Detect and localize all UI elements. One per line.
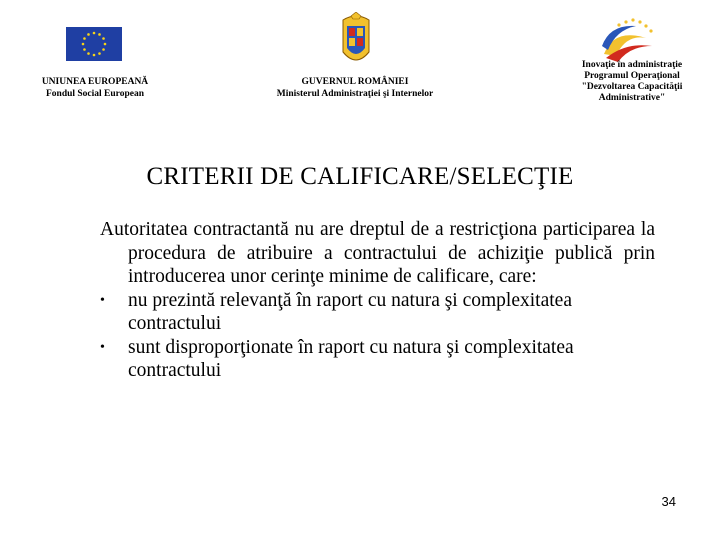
program-caption (552, 60, 712, 104)
eu-star-icon (98, 52, 101, 55)
government-caption-line1: GUVERNUL ROMÂNIEI (301, 77, 409, 87)
bullet-item (100, 289, 655, 336)
bullet-text: nu prezintă relevanţă în raport cu natura şi complexitatea contractului (128, 289, 572, 334)
eu-star-icon (82, 43, 85, 46)
bullet-marker: • (100, 292, 105, 308)
bullet-marker: • (100, 339, 105, 355)
eu-flag-logo (66, 27, 122, 61)
eu-star-icon (93, 32, 96, 35)
program-caption-line3: "Dezvoltarea Capacităţii (581, 82, 683, 92)
program-caption-line4: Administrative" (598, 93, 666, 103)
eu-caption-line2: Fondul Social European (45, 89, 145, 99)
eu-star-icon (93, 54, 96, 57)
eu-star-icon (83, 48, 86, 51)
eu-caption-line1: UNIUNEA EUROPEANĂ (41, 77, 149, 87)
eu-star-icon (87, 52, 90, 55)
eu-star-icon (83, 37, 86, 40)
page-number: 34 (661, 494, 676, 509)
slide-title (0, 160, 720, 194)
bullet-item (100, 336, 655, 383)
government-caption-line2: Ministerul Administraţiei şi Internelor (276, 89, 434, 99)
eu-star-icon (102, 48, 105, 51)
slide-body (100, 218, 655, 383)
program-caption-line1: Inovaţie în administraţie (581, 60, 683, 70)
eu-star-icon (87, 33, 90, 36)
slide-title-text: CRITERII DE CALIFICARE/SELECŢIE (146, 163, 574, 190)
intro-paragraph: Autoritatea contractantă nu are dreptul de a restricţiona participarea la procedura de atribuire a contractului de achiziţie publică prin introducerea unor cerinţe minime de calificare, care: (100, 219, 655, 287)
eu-star-icon (98, 33, 101, 36)
eu-star-icon (104, 43, 107, 46)
eu-star-icon (102, 37, 105, 40)
program-caption-line2: Programul Operaţional (584, 71, 680, 81)
eu-caption (10, 76, 180, 100)
romania-coat-of-arms-logo (338, 12, 374, 70)
bullet-text: sunt disproporţionate în raport cu natura şi complexitatea contractului (128, 336, 574, 381)
government-caption (250, 76, 460, 100)
